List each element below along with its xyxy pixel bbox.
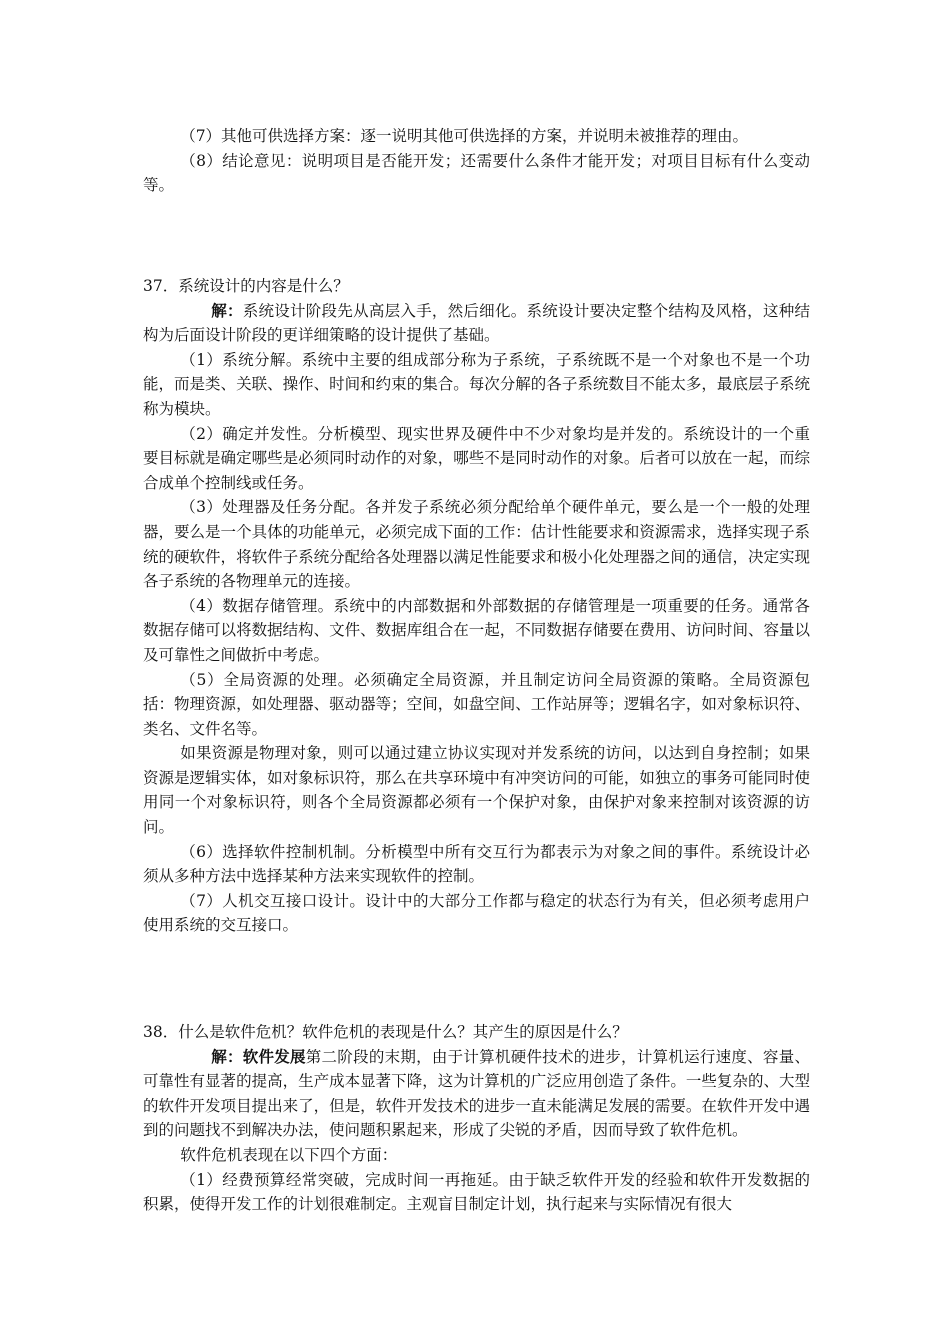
question-37-section — [143, 274, 810, 938]
q37-item-7: （7）人机交互接口设计。设计中的大部分工作都与稳定的状态行为有关，但必须考虑用户使用系统的交互接口。 — [143, 891, 810, 935]
answer-intro-text: 系统设计阶段先从高层入手，然后细化。系统设计要决定整个结构及风格，这种结构为后面设计阶段的更详细策略的设计提供了基础。 — [143, 301, 810, 345]
answer-label: 解： — [211, 300, 243, 320]
paragraph-item-8: （8）结论意见：说明项目是否能开发；还需要什么条件才能开发；对项目目标有什么变动等。 — [143, 151, 810, 195]
answer-term: 软件发展 — [242, 1046, 306, 1066]
question-37-answer-intro — [143, 299, 810, 348]
q37-item-2: （2）确定并发性。分析模型、现实世界及硬件中不少对象均是并发的。系统设计的一个重要目标就是确定哪些是必须同时动作的对象，哪些不是同时动作的对象。后者可以放在一起，而综合成单个控制线或任务。 — [143, 424, 810, 492]
q37-item-5-continued: 如果资源是物理对象，则可以通过建立协议实现对并发系统的访问，以达到自身控制；如果资源是逻辑实体，如对象标识符，那么在共享环境中有冲突访问的可能，如独立的事务可能同时使用同一个对象标识符，则各个全局资源都必须有一个保护对象，由保护对象来控制对该资源的访问。 — [143, 744, 810, 837]
q37-item-6: （6）选择软件控制机制。分析模型中所有交互行为都表示为对象之间的事件。系统设计必须从多种方法中选择某种方法来实现软件的控制。 — [143, 842, 810, 886]
answer-label: 解： — [211, 1046, 243, 1066]
q37-item-1: （1）系统分解。系统中主要的组成部分称为子系统，子系统既不是一个对象也不是一个功能，而是类、关联、操作、时间和约束的集合。每次分解的各子系统数目不能太多，最底层子系统称为模块。 — [143, 350, 810, 418]
q37-item-5: （5）全局资源的处理。必须确定全局资源，并且制定访问全局资源的策略。全局资源包括：物理资源，如处理器、驱动器等；空间，如盘空间、工作站屏等；逻辑名字，如对象标识符、类名、文件名等。 — [143, 670, 810, 738]
top-section — [143, 124, 810, 198]
question-38-answer-intro — [143, 1045, 810, 1143]
q38-item-lead: 软件危机表现在以下四个方面： — [180, 1145, 398, 1164]
question-37-title: 37．系统设计的内容是什么？ — [143, 277, 349, 295]
paragraph-item-7: （7）其他可供选择方案：逐一说明其他可供选择的方案，并说明未被推荐的理由。 — [180, 127, 749, 145]
question-38-section — [143, 1020, 810, 1217]
answer-intro-text: 第二阶段的末期，由于计算机硬件技术的进步，计算机运行速度、容量、可靠性有显著的提高，生产成本显著下降，这为计算机的广泛应用创造了条件。一些复杂的、大型的软件开发项目提出来了，但是，软件开发技术的进步一直未能满足发展的需要。在软件开发中遇到的问题找不到解决办法，使问题积累起来，形成了尖锐的矛盾，因而导致了软件危机。 — [143, 1047, 810, 1140]
q37-item-3: （3）处理器及任务分配。各并发子系统必须分配给单个硬件单元，要么是一个一般的处理器，要么是一个具体的功能单元，必须完成下面的工作：估计性能要求和资源需求，选择实现子系统的硬软件，将软件子系统分配给各处理器以满足性能要求和极小化处理器之间的通信，决定实现各子系统的各物理单元的连接。 — [143, 498, 810, 591]
q37-item-4: （4）数据存储管理。系统中的内部数据和外部数据的存储管理是一项重要的任务。通常各数据存储可以将数据结构、文件、数据库组合在一起，不同数据存储要在费用、访问时间、容量以及可靠性之间做折中考虑。 — [143, 596, 810, 664]
question-38-title: 38．什么是软件危机？软件危机的表现是什么？其产生的原因是什么？ — [143, 1023, 628, 1041]
q38-item-1: （1）经费预算经常突破，完成时间一再拖延。由于缺乏软件开发的经验和软件开发数据的积累，使得开发工作的计划很难制定。主观盲目制定计划，执行起来与实际情况有很大 — [143, 1170, 810, 1214]
